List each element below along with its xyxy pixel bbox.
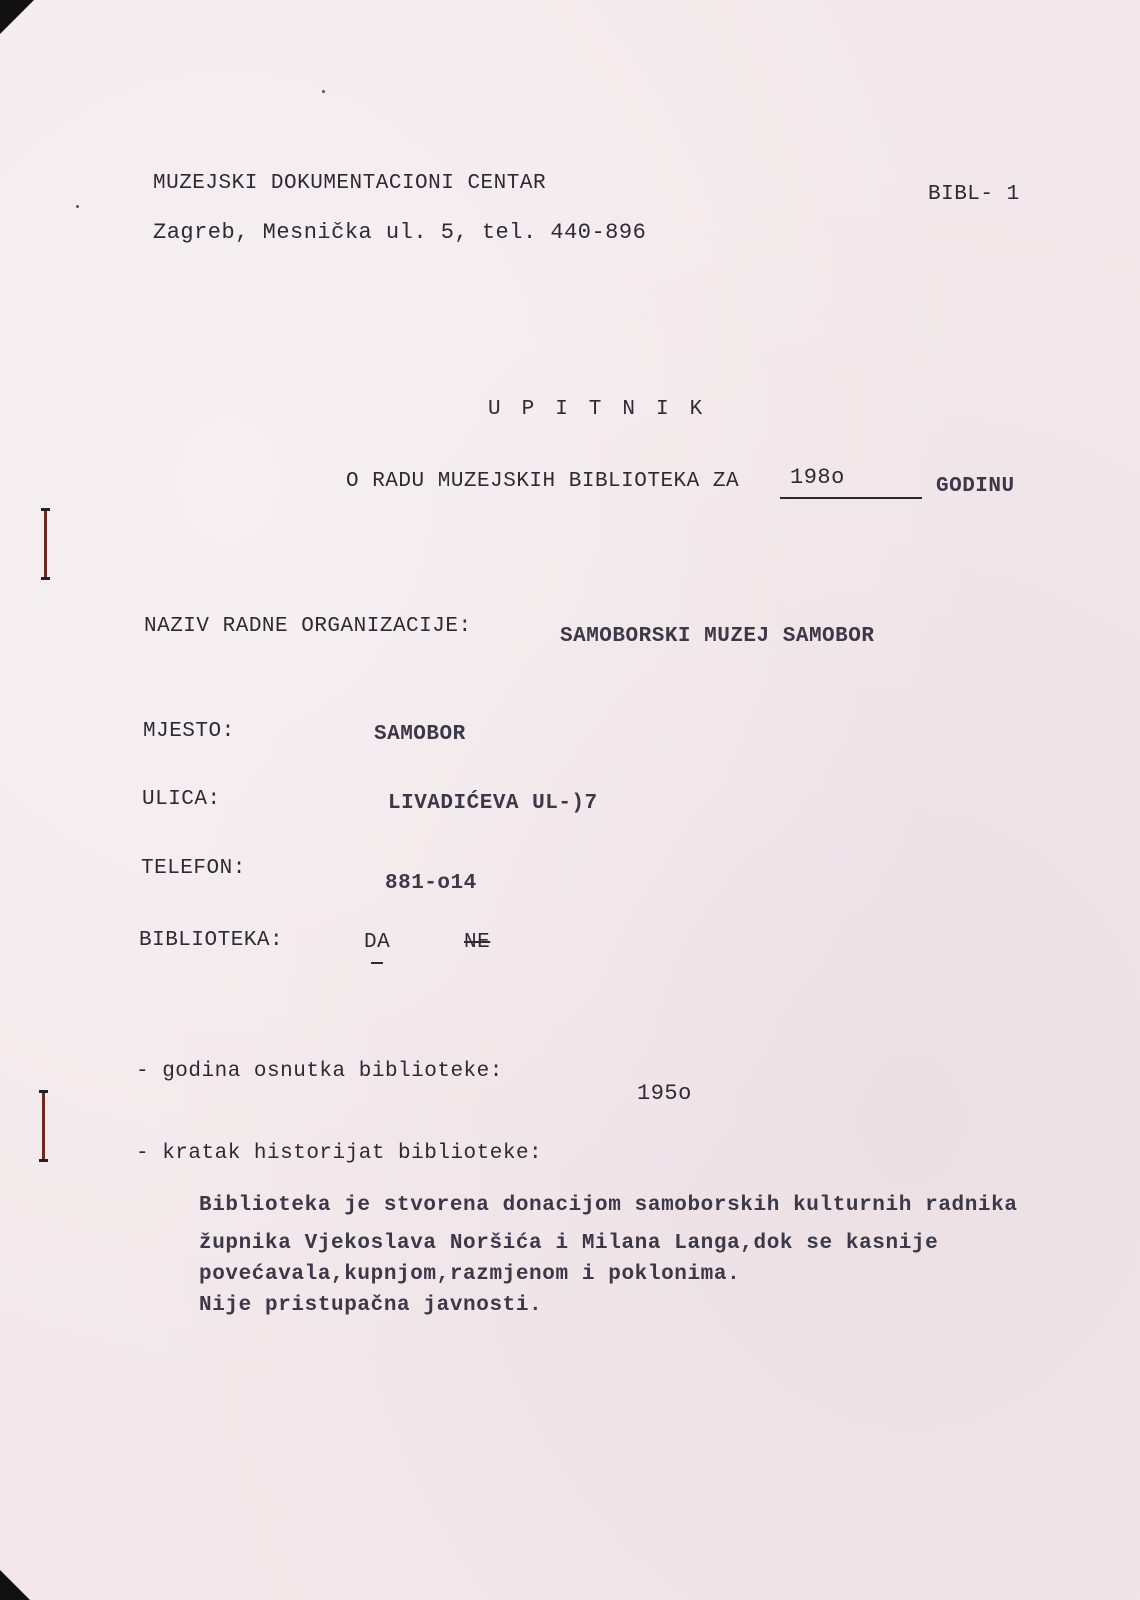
- street-label: ULICA:: [142, 788, 221, 811]
- paper-speck: [76, 205, 79, 208]
- place-label: MJESTO:: [143, 720, 235, 743]
- history-line: Biblioteka je stvorena donacijom samoborskih kulturnih radnika: [199, 1194, 1018, 1217]
- street-value: LIVADIĆEVA UL-)7: [388, 792, 598, 815]
- history-line: Nije pristupačna javnosti.: [199, 1294, 543, 1317]
- scan-corner-top-left: [0, 0, 34, 34]
- library-no: NE: [464, 931, 491, 954]
- place-value: SAMOBOR: [374, 723, 466, 746]
- year-underline: [780, 497, 922, 499]
- history-line: povećavala,kupnjom,razmjenom i poklonima.: [199, 1263, 741, 1286]
- subtitle-suffix: GODINU: [936, 475, 1015, 498]
- header-code: BIBL- 1: [928, 183, 1020, 206]
- history-label: - kratak historijat biblioteke:: [136, 1142, 543, 1165]
- scan-corner-bottom-left: [0, 1570, 30, 1600]
- subtitle-prefix: O RADU MUZEJSKIH BIBLIOTEKA ZA: [346, 470, 740, 493]
- founding-label: - godina osnutka biblioteke:: [136, 1060, 503, 1083]
- phone-value: 881-o14: [385, 872, 477, 895]
- header-org-name: MUZEJSKI DOKUMENTACIONI CENTAR: [153, 172, 547, 195]
- phone-label: TELEFON:: [141, 857, 246, 880]
- binding-staple-bottom: [42, 1090, 45, 1162]
- org-value: SAMOBORSKI MUZEJ SAMOBOR: [560, 625, 875, 648]
- library-yes-mark: [371, 962, 383, 964]
- header-address: Zagreb, Mesnička ul. 5, tel. 440-896: [153, 220, 647, 245]
- library-yes: DA: [364, 931, 391, 954]
- paper-speck: [322, 90, 325, 93]
- subtitle-year: 198o: [790, 465, 845, 490]
- org-label: NAZIV RADNE ORGANIZACIJE:: [144, 615, 472, 638]
- history-line: župnika Vjekoslava Noršića i Milana Langa,dok se kasnije: [199, 1232, 939, 1255]
- library-label: BIBLIOTEKA:: [139, 929, 284, 952]
- page-title: UPITNIK: [488, 398, 724, 421]
- founding-value: 195o: [637, 1081, 692, 1106]
- binding-staple-top: [44, 508, 47, 580]
